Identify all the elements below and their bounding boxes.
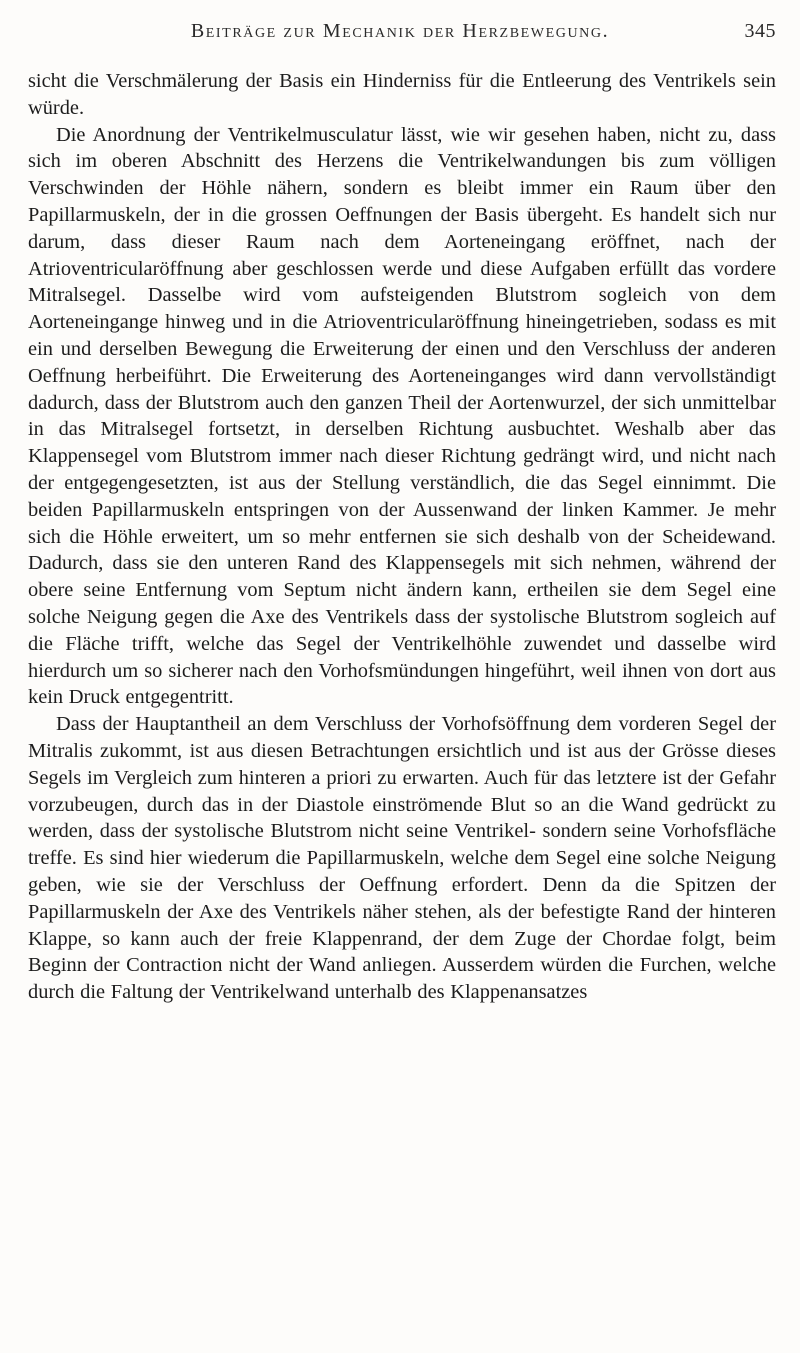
running-title: Beiträge zur Mechanik der Herzbewegung. [190, 20, 610, 42]
paragraph-continuation: sicht die Verschmälerung der Basis ein Hinderniss für die Entleerung des Ventrikels sein würde. [28, 70, 776, 119]
paragraph-ventricle-musculature: Die Anordnung der Ventrikelmusculatur lässt, wie wir gesehen haben, nicht zu, dass sich im oberen Abschnitt des Herzens die Ventrikelwandungen bis zum völligen Verschwinden der Höhle nähern, sondern es bleibt immer ein Raum über den Papillarmuskeln, der in die grossen Oeffnungen der Basis übergeht. Es handelt sich nur darum, dass dieser Raum nach dem Aorteneingang eröffnet, nach der Atrioventricularöffnung aber geschlossen werde und diese Aufgaben erfüllt das vordere Mitralsegel. Dasselbe wird vom aufsteigenden Blutstrom sogleich von dem Aorteneingange hinweg und in die Atrioventricularöffnung hineingetrieben, sodass es mit ein und derselben Bewegung die Erweiterung der einen und den Verschluss der anderen Oeffnung herbeiführt. Die Erweiterung des Aorteneinganges wird dann vervollständigt dadurch, dass der Blutstrom auch den ganzen Theil der Aortenwurzel, der sich unmittelbar in das Mitralsegel fortsetzt, in derselben Richtung ausbuchtet. Weshalb aber das Klappensegel vom Blutstrom immer nach dieser Richtung gedrängt wird, und nicht nach der entgegengesetzten, ist aus der Stellung verständlich, die das Segel einnimmt. Die beiden Papillarmuskeln entspringen von der Aussenwand der linken Kammer. Je mehr sich die Höhle erweitert, um so mehr entfernen sie sich deshalb von der Scheidewand. Dadurch, dass sie den unteren Rand des Klappensegels mit sich nehmen, während der obere seine Entfernung vom Septum nicht ändern kann, ertheilen sie dem Segel eine solche Neigung gegen die Axe des Ventrikels dass der systolische Blutstrom sogleich auf die Fläche trifft, welche das Segel der Ventrikelhöhle zuwendet und dasselbe wird hierdurch um so sicherer nach den Vorhofsmündungen hingeführt, weil ihnen von dort aus kein Druck entgegentritt. [28, 123, 776, 709]
running-header [0, 20, 800, 52]
page-number: 345 [744, 20, 776, 42]
body-text [28, 68, 776, 1006]
paragraph-valve-closure: Dass der Hauptantheil an dem Verschluss der Vorhofsöffnung dem vorderen Segel der Mitralis zukommt, ist aus diesen Betrachtungen ersichtlich und ist aus der Grösse dieses Segels im Vergleich zum hinteren a priori zu erwarten. Auch für das letztere ist der Gefahr vorzubeugen, durch das in der Diastole einströmende Blut so an die Wand gedrückt zu werden, dass der systolische Blutstrom nicht seine Ventrikel- sondern seine Vorhofsfläche treffe. Es sind hier wiederum die Papillarmuskeln, welche dem Segel eine solche Neigung geben, wie sie der Verschluss der Oeffnung erfordert. Denn da die Spitzen der Papillarmuskeln der Axe des Ventrikels näher stehen, als der befestigte Rand der hinteren Klappe, so kann auch der freie Klappenrand, der dem Zuge der Chordae folgt, beim Beginn der Contraction nicht der Wand anliegen. Ausserdem würden die Furchen, welche durch die Faltung der Ventrikelwand unterhalb des Klappenansatzes [28, 713, 776, 1004]
